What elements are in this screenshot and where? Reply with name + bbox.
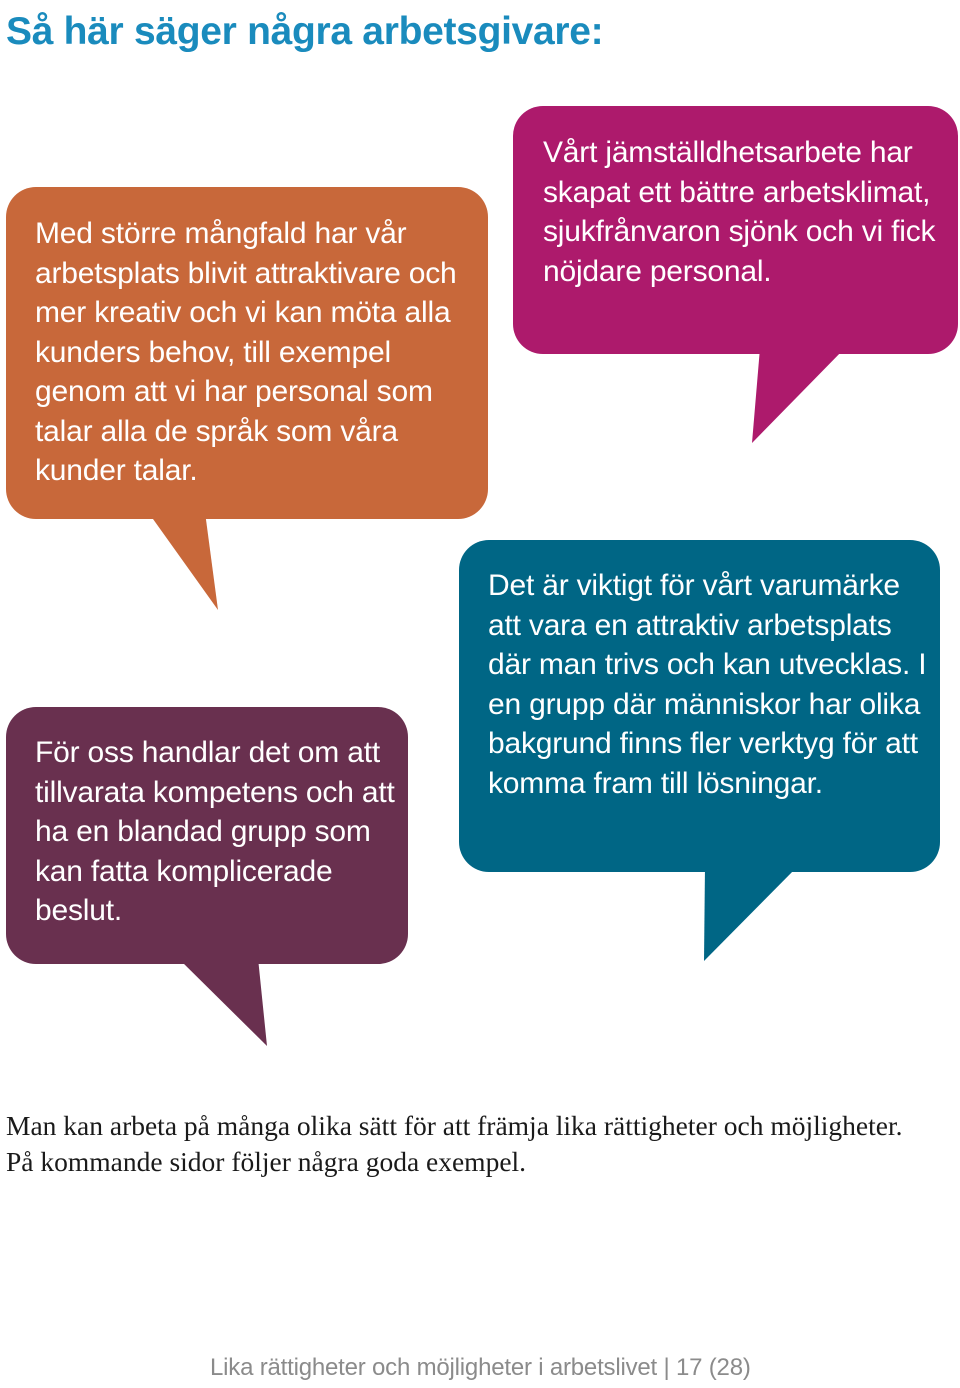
- bubble-tail-orange-shape: [148, 512, 218, 610]
- quote-bubble-competence: [6, 707, 408, 964]
- page-heading: Så här säger några arbetsgivare:: [6, 10, 604, 53]
- quote-text: Vårt jämställdhetsarbete har skapat ett bättre arbetsklimat, sjukfrånvaron sjönk och vi fick nöjdare personal.: [543, 136, 936, 288]
- body-paragraph: Man kan arbeta på många olika sätt för att främja lika rättigheter och möjligheter. På kommande sidor följer några goda exempel.: [6, 1110, 903, 1177]
- quote-text: Med större mångfald har vår arbetsplats blivit attraktivare och mer kreativ och vi kan möta alla kunders behov, till exempel genom att vi har personal som talar alla de språk som våra kunder talar.: [35, 217, 457, 487]
- quote-text: För oss handlar det om att tillvarata kompetens och att ha en blandad grupp som kan fatta komplicerade beslut.: [35, 736, 395, 927]
- bubble-tail-teal-shape: [704, 866, 798, 961]
- quote-text: Det är viktigt för vårt varumärke att vara en attraktiv arbetsplats där man trivs och kan utvecklas. I en grupp där människor har olika bakgrund finns fler verktyg för att komma fram till lösningar.: [488, 569, 927, 800]
- quote-bubble-equality: [513, 106, 958, 354]
- quote-bubble-diversity: [6, 187, 488, 519]
- page-footer: Lika rättigheter och möjligheter i arbetslivet | 17 (28): [210, 1354, 751, 1381]
- quote-bubble-brand: [459, 540, 940, 872]
- bubble-tail-plum-shape: [178, 958, 267, 1046]
- bubble-tail-magenta-shape: [752, 348, 845, 443]
